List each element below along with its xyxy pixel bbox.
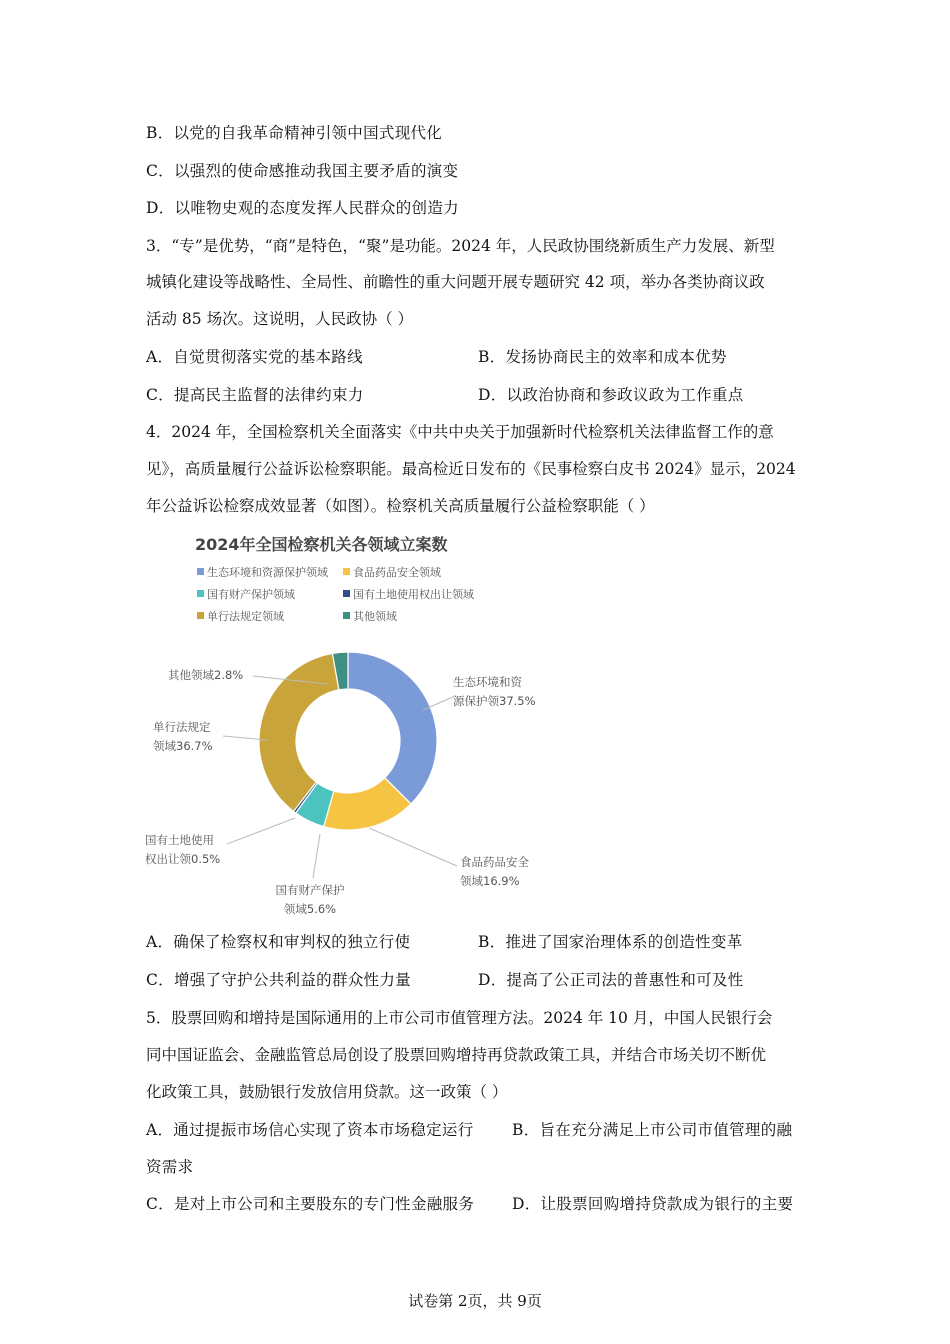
q4-stem-line3: 年公益诉讼检察成效显著（如图）。检察机关高质量履行公益检察职能（ ） [146, 497, 655, 515]
q3-option-a: A．自觉贯彻落实党的基本路线 [146, 348, 363, 366]
q3-stem-line1: 3．“专”是优势，“商”是特色，“聚”是功能。2024 年，人民政协围绕新质生产力发展、新型 [146, 237, 775, 255]
q5-option-d: D．让股票回购增持贷款成为银行的主要 [512, 1195, 794, 1213]
q4-option-d: D．提高了公正司法的普惠性和可及性 [478, 971, 744, 989]
page-footer: 试卷第 2页，共 9页 [408, 1292, 542, 1310]
leader-line-2 [313, 834, 320, 878]
q2-option-d: D．以唯物史观的态度发挥人民群众的创造力 [146, 199, 459, 217]
chart-title: 2024年全国检察机关各领域立案数 [195, 535, 448, 554]
q2-option-c: C．以强烈的使命感推动我国主要矛盾的演变 [146, 162, 459, 180]
data-label-5-0: 其他领域2.8% [168, 668, 244, 682]
legend-swatch-5 [343, 612, 350, 619]
leader-line-3 [227, 818, 295, 844]
chart-legend [197, 565, 474, 623]
q4-stem-line2: 见》，高质量履行公益诉讼检察职能。最高检近日发布的《民事检察白皮书 2024》显示，2024 [146, 460, 796, 478]
q5-stem-line3: 化政策工具，鼓励银行发放信用贷款。这一政策（ ） [146, 1083, 508, 1101]
data-label-1-0: 食品药品安全 [460, 855, 529, 869]
data-label-2-0: 国有财产保护 [275, 883, 345, 897]
data-label-1-1: 领域16.9% [460, 874, 520, 888]
legend-swatch-0 [197, 568, 204, 575]
legend-label-2: 国有财产保护领域 [207, 588, 295, 601]
q5-option-b: B．旨在充分满足上市公司市值管理的融 [512, 1121, 793, 1139]
q5-option-b-continued: 资需求 [146, 1158, 194, 1176]
q5-option-c: C．是对上市公司和主要股东的专门性金融服务 [146, 1195, 475, 1213]
leader-line-1 [369, 828, 457, 866]
q4-option-c: C．增强了守护公共利益的群众性力量 [146, 971, 411, 989]
q3-stem-line3: 活动 85 场次。这说明，人民政协（ ） [146, 310, 414, 328]
q3-option-c: C．提高民主监督的法律约束力 [146, 386, 364, 404]
q4-stem-line1: 4．2024 年，全国检察机关全面落实《中共中央关于加强新时代检察机关法律监督工作的意 [146, 423, 774, 441]
data-label-0-1: 源保护领37.5% [453, 694, 536, 708]
legend-label-5: 其他领域 [353, 610, 397, 623]
legend-swatch-4 [197, 612, 204, 619]
data-label-2-1: 领域5.6% [283, 902, 337, 916]
legend-label-1: 食品药品安全领域 [353, 566, 441, 579]
data-label-4-1: 领域36.7% [153, 739, 213, 753]
chart-slices [259, 652, 437, 830]
q5-stem-line1: 5．股票回购和增持是国际通用的上市公司市值管理方法。2024 年 10 月，中国人民银行会 [146, 1009, 773, 1027]
q4-option-a: A．确保了检察权和审判权的独立行使 [146, 933, 411, 951]
data-label-0-0: 生态环境和资 [453, 675, 522, 689]
data-label-4-0: 单行法规定 [153, 720, 211, 734]
donut-slice-0 [348, 652, 437, 804]
legend-swatch-3 [343, 590, 350, 597]
data-label-3-1: 权出让领0.5% [145, 852, 221, 866]
q5-option-a: A．通过提振市场信心实现了资本市场稳定运行 [146, 1121, 474, 1139]
donut-chart-svg [145, 526, 565, 926]
legend-label-4: 单行法规定领域 [207, 610, 284, 623]
legend-label-3: 国有土地使用权出让领域 [353, 588, 474, 601]
legend-label-0: 生态环境和资源保护领域 [207, 566, 328, 579]
q3-option-b: B．发扬协商民主的效率和成本优势 [478, 348, 727, 366]
q2-option-b: B．以党的自我革命精神引领中国式现代化 [146, 124, 443, 142]
legend-swatch-2 [197, 590, 204, 597]
q3-stem-line2: 城镇化建设等战略性、全局性、前瞻性的重大问题开展专题研究 42 项，举办各类协商议政 [146, 273, 765, 291]
q4-option-b: B．推进了国家治理体系的创造性变革 [478, 933, 743, 951]
legend-swatch-1 [343, 568, 350, 575]
donut-chart [145, 526, 565, 926]
donut-slice-4 [259, 653, 339, 811]
data-label-3-0: 国有土地使用 [145, 833, 214, 847]
q5-stem-line2: 同中国证监会、金融监管总局创设了股票回购增持再贷款政策工具，并结合市场关切不断优 [146, 1046, 767, 1064]
q3-option-d: D．以政治协商和参政议政为工作重点 [478, 386, 744, 404]
